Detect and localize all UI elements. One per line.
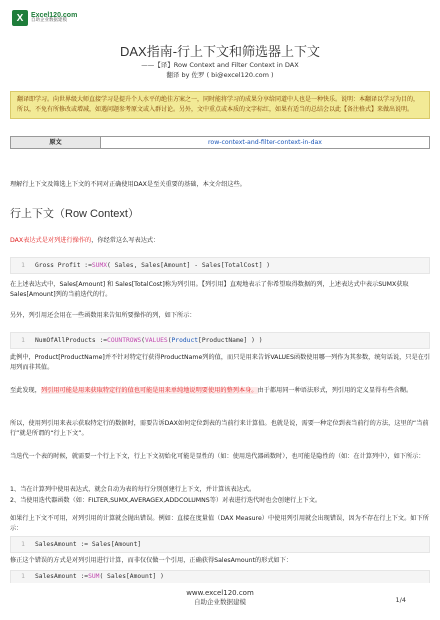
paragraph-2: 在上述表达式中，Sales[Amount] 和 Sales[TotalCost]称为列引用。【列引用】直观地表示了你希望取得数据的列，上述表达式中表示SUMX获取Sales[Amount]列的当前迭代的行。 (10, 281, 409, 299)
translator-notice (10, 91, 430, 119)
notice-text: 翻译即学习。向世界级大师直接学习是提升个人水平的绝佳方案之一，同时能将学习的成果分享给同道中人也是一种快乐。说明：本翻译以学习为目的，所以，不免有所修改或增减，如遇问题参考原文或入群讨论。另外，文中重点或本质的文字标红，如果有适当的总结会以此【备注格式】来做出说明。 (17, 96, 420, 113)
paragraph-6: 所以，使用列引用来表示获取特定行的数据时，需要告诉DAX如何定位到表的当前行来计算值。也就是说，需要一种定位到表当前行的方法，这里的“当前行”就是所谓的“行上下文”。 (10, 420, 429, 438)
code-block-3: 1 SalesAmount := Sales[Amount] (10, 536, 430, 553)
line-number: 1 (21, 540, 25, 548)
page-subtitle: ——【译】Row Context and Filter Context in DAX (141, 61, 299, 69)
source-link[interactable]: row-context-and-filter-context-in-dax (101, 137, 430, 149)
excel-logo-icon: X (12, 10, 28, 26)
paragraph-5: 至此发现，列引用可能是用来获取特定行的值也可能是用来单纯地说明要使用的整列本身。由于都用同一种语法形式，列引用的定义显得有些含糊。 (10, 387, 413, 394)
paragraph-1: DAX表达式是对列进行操作的，你经常这么写表达式： (10, 237, 160, 244)
paragraph-4: 此例中，Product[ProductName]并不针对特定行获得ProductName列的值，而只是用来告诉VALUES函数使用哪一列作为其参数，统句话说，只是在引用列而非其值。 (10, 354, 431, 372)
code-block-2: 1 NumOfAllProducts := COUNTROWS ( VALUES ( Product [ProductName] ) ) (10, 332, 430, 349)
intro-paragraph: 理解行上下文及筛选上下文的不同对正确使用DAX是至关重要的基础，本文介绍这些。 (10, 181, 246, 188)
line-number: 1 (21, 336, 25, 344)
paragraph-3: 另外，列引用还会用在一些函数用来告知所要操作的列，如下所示： (10, 312, 196, 319)
highlight-text: DAX表达式是对列进行操作的 (10, 237, 92, 244)
paragraph-9: 2、当使用迭代器函数（如：FILTER,SUMX,AVERAGEX,ADDCOLUMNS等）对表进行迭代时也会创建行上下文。 (10, 497, 322, 504)
footer-tagline: 自助企业数据建模 (194, 598, 246, 606)
translator-line: 翻译 by 佐罗 ( bi@excel120.com ) (166, 71, 274, 79)
source-table (10, 136, 430, 149)
line-number: 1 (21, 261, 25, 269)
line-number: 1 (21, 573, 25, 581)
paragraph-10: 如果行上下文不可用，对列引用的计算就会抛出错误。例如：直接在度量值（DAX Measure）中使用列引用就会出现错误，因为不存在行上下文。如下所示： (10, 515, 429, 533)
code-block-1: 1 Gross Profit := SUMX ( Sales, Sales[Amount] - Sales[TotalCost] ) (10, 257, 430, 274)
logo-tagline: 自助企业数据建模 (31, 18, 67, 24)
highlight-text: 列引用可能是用来获取特定行的值也可能是用来单纯地说明要使用的整列本身。 (40, 387, 258, 394)
page-title: DAX指南-行上下文和筛选器上下文 (119, 44, 321, 59)
section-heading: 行上下文（Row Context） (10, 208, 139, 220)
paragraph-8: 1、当在计算列中使用表达式，就会自动为表的每行分别创建行上下文，并计算该表达式。 (10, 486, 256, 493)
paragraph-7: 当迭代一个表的时候，就需要一个行上下文，行上下文初始化可能是显性的（如：使用迭代器函数时），也可能是隐性的（如：在计算列中），如下所示： (10, 453, 425, 460)
logo-name: Excel120.com (31, 11, 78, 19)
page-number: 1/4 (395, 596, 406, 604)
source-label: 原文 (11, 137, 101, 149)
footer-url[interactable]: www.excel120.com (186, 589, 254, 597)
logo (12, 10, 77, 26)
paragraph-11: 修正这个错误的方式是对列引用进行计算，而非仅仅做一个引用，正确获得SalesAmount的形式如下： (10, 557, 293, 564)
code-block-4: 1 SalesAmount := SUM ( Sales[Amount] ) (10, 570, 430, 583)
